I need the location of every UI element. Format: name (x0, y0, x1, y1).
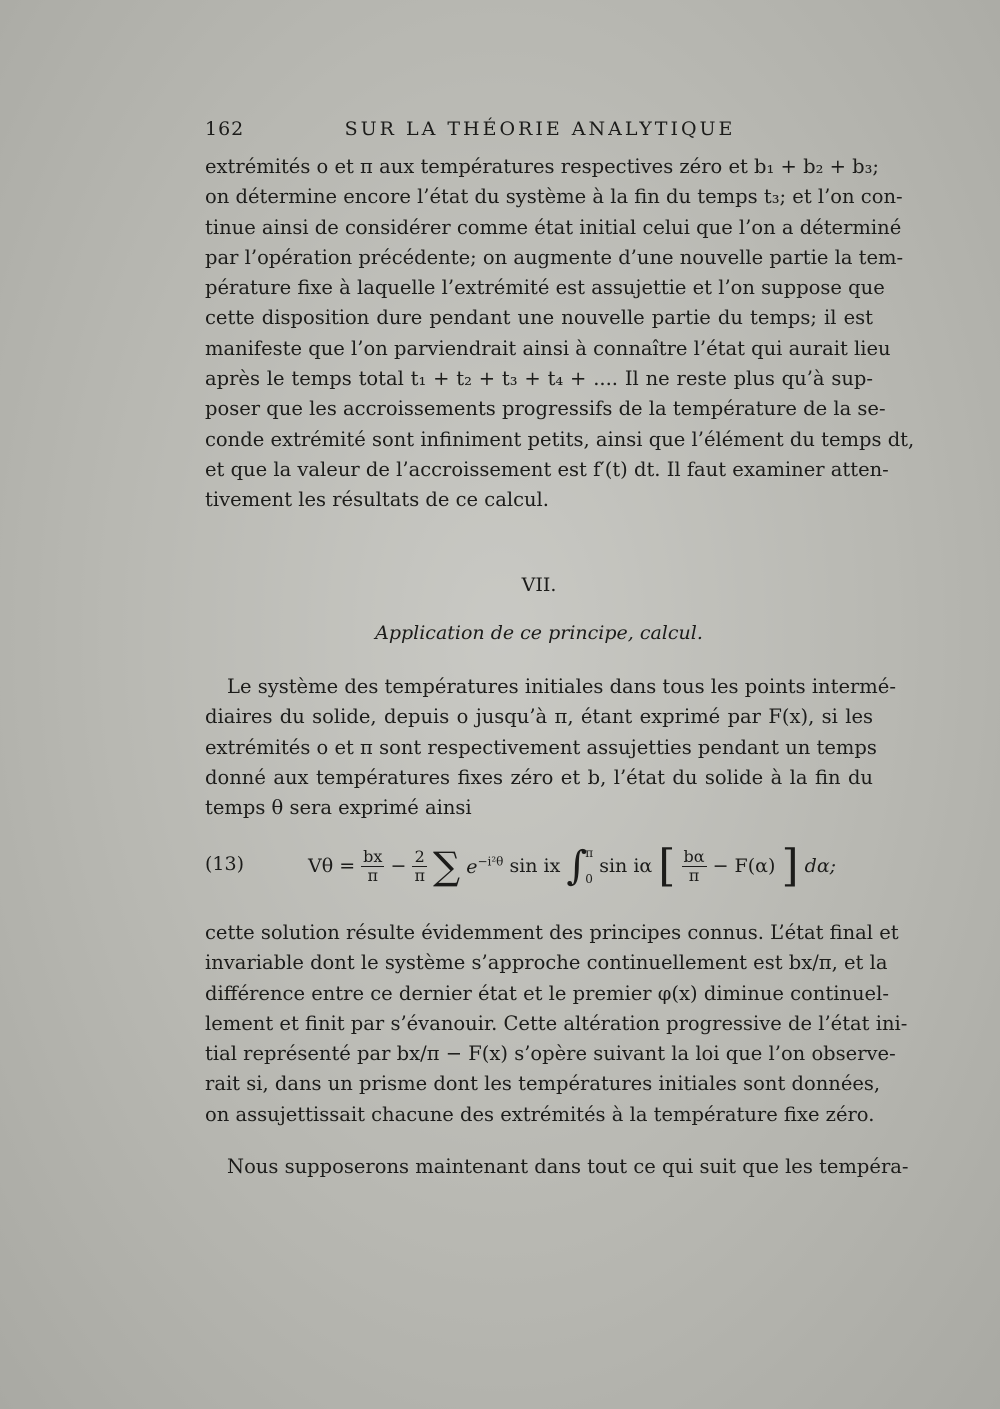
text-line: tivement les résultats de ce calcul. (205, 488, 549, 512)
page-number: 162 (205, 118, 245, 140)
text-line: donné aux températures fixes zéro et b, l’état du solide à la fin du (205, 765, 873, 789)
equation-formula (308, 840, 836, 892)
eq-F-alpha: − F(α) (712, 855, 776, 877)
text-line: on assujettissait chacune des extrémités à la température fixe zéro. (205, 1102, 875, 1126)
text-line: cette disposition dure pendant une nouvelle partie du temps; il est (205, 306, 873, 330)
text-line: après le temps total t₁ + t₂ + t₃ + t₄ + .... Il ne reste plus qu’à sup- (205, 367, 873, 391)
equation-13 (205, 840, 873, 900)
text-line: cette solution résulte évidemment des principes connus. L’état final et (205, 921, 899, 944)
text-line: Nous supposerons maintenant dans tout ce qui suit que les tempéra- (227, 1155, 909, 1178)
text-line: et que la valeur de l’accroissement est f′(t) dt. Il faut examiner atten- (205, 457, 889, 481)
text-line: extrémités o et π aux températures respectives zéro et b₁ + b₂ + b₃; (205, 155, 879, 178)
eq-fraction: $\frac{2}{\pi}$ (414, 846, 425, 885)
integral-limits: π 0 (585, 846, 594, 886)
section-title: Application de ce principe, calcul. (375, 622, 703, 644)
paragraph-4 (205, 1152, 909, 1182)
text-line: poser que les accroissements progressifs de la température de la se- (205, 397, 886, 421)
text-line: rait si, dans un prisme dont les températures initiales sont données, (205, 1072, 881, 1096)
text-line: extrémités o et π sont respectivement assujetties pendant un temps (205, 735, 877, 759)
text-line: Le système des températures initiales dans tous les points intermé- (227, 675, 896, 698)
section-number: VII. (521, 574, 557, 596)
eq-fraction: $\frac{bx}{\pi}$ (363, 846, 383, 885)
text-line: invariable dont le système s’approche continuellement est bx/π, et la (205, 951, 888, 975)
eq-fraction: $\frac{b\alpha}{\pi}$ (683, 846, 705, 885)
paragraph-3 (205, 918, 908, 1130)
running-title: SUR LA THÉORIE ANALYTIQUE (344, 118, 736, 140)
text-line: pérature fixe à laquelle l’extrémité est assujettie et l’on suppose que (205, 276, 885, 300)
eq-sin-ix: sin ix (509, 855, 561, 877)
bracket-close: ] (781, 840, 799, 892)
eq-sin-alpha: sin iα (599, 855, 653, 877)
page-header (205, 112, 875, 142)
paragraph-2 (205, 672, 896, 823)
eq-minus: − (390, 855, 407, 877)
text-line: lement et finit par s’évanouir. Cette altération progressive de l’état ini- (205, 1011, 908, 1035)
bracket-open: [ (658, 840, 676, 892)
text-line: tinue ainsi de considérer comme état initial celui que l’on a déterminé (205, 215, 902, 239)
text-line: diaires du solide, depuis o jusqu’à π, étant exprimé par F(x), si les (205, 705, 873, 729)
text-line: différence entre ce dernier état et le premier φ(x) diminue continuel- (205, 981, 889, 1005)
text-line: conde extrémité sont infiniment petits, ainsi que l’élément du temps dt, (205, 427, 915, 451)
paragraph-1 (205, 152, 915, 516)
sigma-symbol: ∑ (433, 844, 461, 888)
text-line: tial représenté par bx/π − F(x) s’opère suivant la loi que l’on observe- (205, 1042, 896, 1066)
equation-number: (13) (205, 853, 245, 875)
text-line: on détermine encore l’état du système à la fin du temps t₃; et l’on con- (205, 185, 903, 209)
text-line: manifeste que l’on parviendrait ainsi à connaître l’état qui aurait lieu (205, 336, 891, 360)
eq-lhs: Vθ = (308, 855, 356, 877)
text-line: par l’opération précédente; on augmente d’une nouvelle partie la tem- (205, 245, 904, 269)
integral-symbol: ∫ (566, 843, 588, 889)
eq-d-alpha: dα; (804, 855, 837, 877)
eq-exponential: $e^{-i^2\theta}$ (466, 854, 504, 878)
text-line: temps θ sera exprimé ainsi (205, 796, 472, 820)
